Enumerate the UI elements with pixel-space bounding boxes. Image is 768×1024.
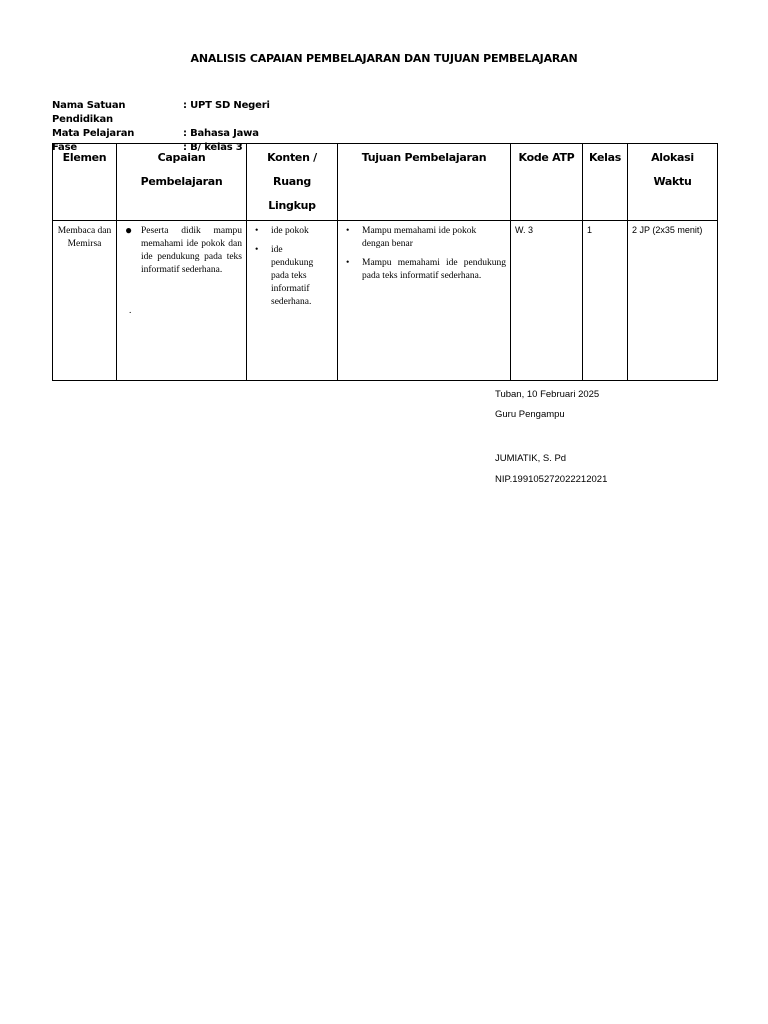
header-capaian: Capaian Pembelajaran bbox=[117, 144, 247, 221]
signature-role: Guru Pengampu bbox=[495, 409, 565, 420]
cell-alokasi: 2 JP (2x35 menit) bbox=[628, 221, 718, 381]
analysis-table bbox=[52, 143, 718, 381]
list-item bbox=[251, 244, 323, 309]
list-item bbox=[342, 257, 506, 283]
bullet-icon: ● bbox=[125, 223, 133, 237]
document-title: ANALISIS CAPAIAN PEMBELAJARAN DAN TUJUAN PEMBELAJARAN bbox=[190, 52, 578, 65]
bullet-icon: • bbox=[346, 226, 350, 236]
meta-value: : UPT SD Negeri bbox=[183, 100, 270, 111]
meta-row-subject bbox=[52, 127, 270, 141]
tujuan-text: Mampu memahami ide pendukung pada teks informatif sederhana. bbox=[362, 258, 506, 281]
bullet-icon: • bbox=[346, 258, 350, 268]
meta-label: Fase bbox=[52, 142, 77, 153]
signature-place-date: Tuban, 10 Februari 2025 bbox=[495, 389, 600, 400]
bullet-icon: • bbox=[255, 245, 259, 255]
header-alokasi: Alokasi Waktu bbox=[628, 144, 718, 221]
meta-value: : Bahasa Jawa bbox=[183, 128, 259, 139]
signature-nip: NIP.199105272022212021 bbox=[495, 474, 608, 485]
table-row bbox=[53, 221, 718, 381]
bullet-icon: • bbox=[255, 226, 259, 236]
cell-konten bbox=[247, 221, 338, 381]
konten-text: ide pokok bbox=[271, 226, 309, 236]
header-kode-atp: Kode ATP bbox=[511, 144, 583, 221]
table-header-row bbox=[53, 144, 718, 221]
capaian-text: Peserta didik mampu memahami ide pokok dan ide pendukung pada teks informatif sederhana. bbox=[141, 226, 242, 275]
tujuan-text: Mampu memahami ide pokok dengan benar bbox=[362, 226, 477, 249]
list-item bbox=[121, 225, 242, 277]
header-elemen: Elemen bbox=[53, 144, 117, 221]
cell-kelas: 1 bbox=[583, 221, 628, 381]
header-tujuan: Tujuan Pembelajaran bbox=[338, 144, 511, 221]
meta-label: Mata Pelajaran bbox=[52, 128, 135, 139]
list-item bbox=[251, 225, 333, 238]
header-kelas: Kelas bbox=[583, 144, 628, 221]
cell-kode-atp: W. 3 bbox=[511, 221, 583, 381]
header-konten: Konten / Ruang Lingkup bbox=[247, 144, 338, 221]
cell-tujuan bbox=[338, 221, 511, 381]
meta-label: Nama Satuan Pendidikan bbox=[52, 100, 126, 125]
konten-text: ide pendukung pada teks informatif sederhana. bbox=[271, 245, 314, 307]
signature-name: JUMIATIK, S. Pd bbox=[495, 453, 567, 464]
meta-row-school bbox=[52, 99, 270, 127]
list-item bbox=[342, 225, 506, 251]
meta-value: : B/ kelas 3 bbox=[183, 142, 243, 153]
cell-capaian bbox=[117, 221, 247, 381]
cell-elemen: Membaca dan Memirsa bbox=[53, 221, 117, 381]
capaian-extra: . bbox=[129, 306, 132, 316]
